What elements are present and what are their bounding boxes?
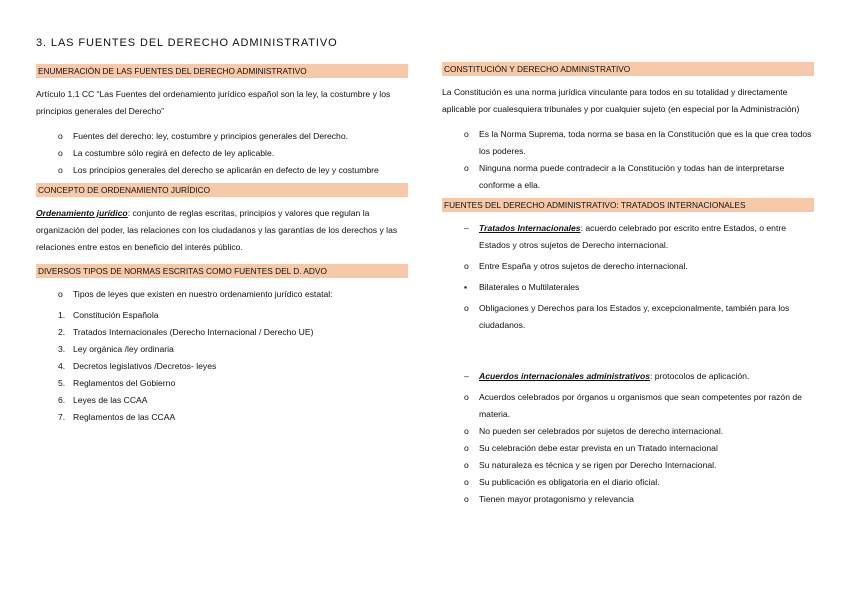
- circle-bullet-icon: o: [58, 148, 63, 158]
- constitucion-paragraph: La Constitución es una norma jurídica vinculante para todos en su totalidad y directamente aplicable por cualesquiera tribunales y por cualquier sujeto (en especial por la Administración): [442, 87, 800, 114]
- list-item: 3. Ley orgánica /ley ordinaria: [58, 344, 174, 354]
- acuerdos-dash-list: [442, 368, 814, 385]
- list-item: o Tipos de leyes que existen en nuestro ordenamiento jurídico estatal:: [36, 286, 408, 303]
- left-column: [36, 64, 408, 426]
- list-item: o Fuentes del derecho: ley, costumbre y principios generales del Derecho.: [36, 128, 408, 145]
- tratados-square-list: [442, 279, 814, 296]
- section-header-normas: DIVERSOS TIPOS DE NORMAS ESCRITAS COMO FUENTES DEL D. ADVO: [36, 264, 408, 278]
- list-item: 6. Leyes de las CCAA: [58, 395, 148, 405]
- right-column: [442, 62, 814, 512]
- circle-bullet-icon: o: [464, 426, 469, 436]
- list-item: o Obligaciones y Derechos para los Estados y, excepcionalmente, también para los ciudadanos.: [442, 300, 814, 334]
- constitucion-list: [442, 126, 814, 194]
- list-item: 5. Reglamentos del Gobierno: [58, 378, 176, 388]
- section-header-concepto: CONCEPTO DE ORDENAMIENTO JURÍDICO: [36, 183, 408, 197]
- normas-bullet: [36, 286, 408, 303]
- tratados-term: Tratados Internacionales: [479, 223, 581, 233]
- list-item: ▪ Bilaterales o Multilaterales: [442, 279, 814, 296]
- list-item: o Su naturaleza es técnica y se rigen por Derecho Internacional.: [442, 457, 814, 474]
- circle-bullet-icon: o: [58, 289, 63, 299]
- circle-bullet-icon: o: [464, 494, 469, 504]
- article-quote: Artículo 1.1 CC “Las Fuentes del ordenamiento jurídico español son la ley, la costumbre y los principios generales del Derecho”: [36, 89, 391, 116]
- circle-bullet-icon: o: [464, 392, 469, 402]
- list-item: o No pueden ser celebrados por sujetos de derecho internacional.: [442, 423, 814, 440]
- normas-numbered-list: [36, 307, 408, 426]
- list-item: o Es la Norma Suprema, toda norma se basa en la Constitución que es la que crea todos los poderes.: [442, 126, 814, 160]
- list-item: o La costumbre sólo regirá en defecto de ley aplicable.: [36, 145, 408, 162]
- list-item: o Entre España y otros sujetos de derecho internacional.: [442, 258, 814, 275]
- circle-bullet-icon: o: [58, 131, 63, 141]
- dash-bullet-icon: –: [464, 223, 469, 233]
- circle-bullet-icon: o: [464, 460, 469, 470]
- list-item: o Ninguna norma puede contradecir a la Constitución y todas han de interpretarse conforme a ella.: [442, 160, 814, 194]
- circle-bullet-icon: o: [464, 163, 469, 173]
- square-bullet-icon: ▪: [464, 282, 468, 292]
- fuentes-list: [36, 128, 408, 179]
- section-header-tratados: FUENTES DEL DERECHO ADMINISTRATIVO: TRATADOS INTERNACIONALES: [442, 198, 814, 212]
- tratados-bullets: [442, 258, 814, 275]
- tratados-bullets-2: [442, 300, 814, 334]
- acuerdos-sub-list: [442, 389, 814, 508]
- circle-bullet-icon: o: [464, 261, 469, 271]
- list-item: 1. Constitución Española: [58, 310, 159, 320]
- circle-bullet-icon: o: [58, 165, 63, 175]
- section-header-enumeracion: ENUMERACIÓN DE LAS FUENTES DEL DERECHO ADMINISTRATIVO: [36, 64, 408, 78]
- definition-term: Ordenamiento jurídico: [36, 208, 128, 218]
- list-item: 4. Decretos legislativos /Decretos- leyes: [58, 361, 217, 371]
- dash-bullet-icon: –: [464, 371, 469, 381]
- list-item: 7. Reglamentos de las CCAA: [58, 412, 176, 422]
- circle-bullet-icon: o: [464, 443, 469, 453]
- list-item: o Los principios generales del derecho se aplicarán en defecto de ley y costumbre: [36, 162, 408, 179]
- list-item: 2. Tratados Internacionales (Derecho Internacional / Derecho UE): [58, 327, 314, 337]
- acuerdos-term: Acuerdos internacionales administrativos: [479, 371, 650, 381]
- tratados-dash-list: [442, 220, 814, 254]
- section-header-constitucion: CONSTITUCIÓN Y DERECHO ADMINISTRATIVO: [442, 62, 814, 76]
- list-item: – Acuerdos internacionales administrativos: protocolos de aplicación.: [442, 368, 814, 385]
- circle-bullet-icon: o: [464, 477, 469, 487]
- list-item: o Su celebración debe estar prevista en un Tratado internacional: [442, 440, 814, 457]
- list-item: o Tienen mayor protagonismo y relevancia: [442, 491, 814, 508]
- circle-bullet-icon: o: [464, 303, 469, 313]
- definition-paragraph: Ordenamiento jurídico: conjunto de reglas escritas, principios y valores que regulan la organización del poder, las relaciones con los ciudadanos y las garantías de los derechos y las relaciones entre estos en beneficio del interés público.: [36, 208, 398, 252]
- list-item: – Tratados Internacionales: acuerdo celebrado por escrito entre Estados, o entre Estados y otros sujetos de Derecho internacional.: [442, 220, 814, 254]
- list-item: o Acuerdos celebrados por órganos u organismos que sean competentes por razón de materia.: [442, 389, 814, 423]
- circle-bullet-icon: o: [464, 129, 469, 139]
- page-title: 3. LAS FUENTES DEL DERECHO ADMINISTRATIVO: [36, 37, 338, 49]
- list-item: o Su publicación es obligatoria en el diario oficial.: [442, 474, 814, 491]
